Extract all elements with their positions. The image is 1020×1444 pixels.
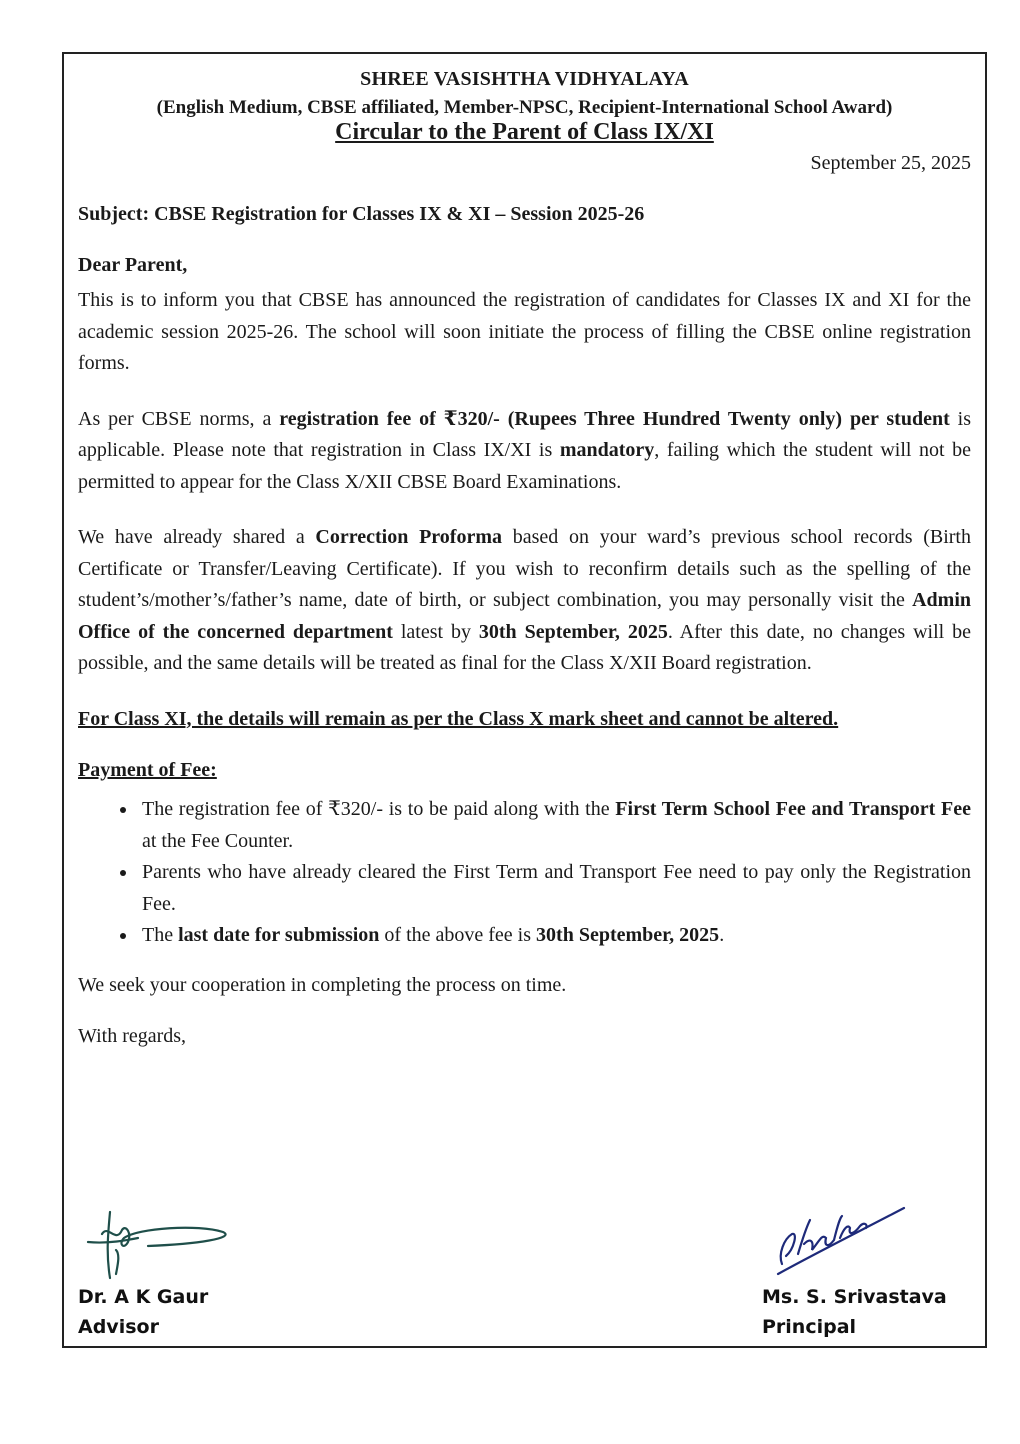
principal-title: Principal (762, 1316, 857, 1338)
advisor-signature-icon (78, 1204, 248, 1284)
payment-item: • The registration fee of ₹320/- is to be paid along with the First Term School Fee and Transport Fee at the Fee Counter. (138, 794, 971, 857)
circular-date: September 25, 2025 (810, 152, 971, 174)
principal-signature-icon (764, 1194, 914, 1284)
cooperation-line: We seek your cooperation in completing the process on time. (78, 973, 567, 996)
school-affiliation: (English Medium, CBSE affiliated, Member-NPSC, Recipient-International School Award) (156, 97, 893, 118)
advisor-name: Dr. A K Gaur (78, 1286, 209, 1308)
principal-name: Ms. S. Srivastava (762, 1286, 947, 1308)
correction-paragraph: We have already shared a Correction Proforma based on your ward’s previous school records (Birth Certificate or Transfer/Leaving Certificate). If you wish to reconfirm details such as the spelling of the student’s/mother’s/father’s name, date of birth, or subject combination, you may personally visit the Admin Office of the concerned department latest by 30th September, 2025. After this date, no changes will be possible, and the same details will be treated as final for the Class X/XII Board registration. (78, 526, 971, 674)
class-xi-notice: For Class XI, the details will remain as per the Class X mark sheet and cannot be altered. (78, 707, 839, 730)
payment-item: • Parents who have already cleared the First Term and Transport Fee need to pay only the Registration Fee. (138, 857, 971, 920)
intro-paragraph: This is to inform you that CBSE has announced the registration of candidates for Classes IX and XI for the academic session 2025-26. The school will soon initiate the process of filling the CBSE online registration forms. (78, 289, 971, 374)
payment-heading: Payment of Fee: (78, 759, 217, 781)
payment-list (78, 794, 971, 952)
advisor-title: Advisor (78, 1316, 159, 1338)
fee-paragraph: As per CBSE norms, a registration fee of ₹320/- (Rupees Three Hundred Twenty only) per student is applicable. Please note that registration in Class IX/XI is mandatory, failing which the student will not be permitted to appear for the Class X/XII CBSE Board Examinations. (78, 407, 972, 493)
payment-item: • The last date for submission of the above fee is 30th September, 2025. (138, 920, 971, 952)
document-body (78, 54, 971, 1053)
closing-line: With regards, (78, 1025, 187, 1047)
circular-title: Circular to the Parent of Class IX/XI (335, 119, 714, 145)
principal-signatory (762, 1282, 947, 1342)
circular-document (62, 52, 987, 1348)
advisor-signatory (78, 1282, 208, 1342)
salutation: Dear Parent, (78, 254, 188, 276)
subject-line: Subject: CBSE Registration for Classes IX & XI – Session 2025-26 (78, 203, 645, 225)
signature-block (64, 1204, 985, 1338)
school-name: SHREE VASISHTHA VIDHYALAYA (360, 68, 689, 90)
